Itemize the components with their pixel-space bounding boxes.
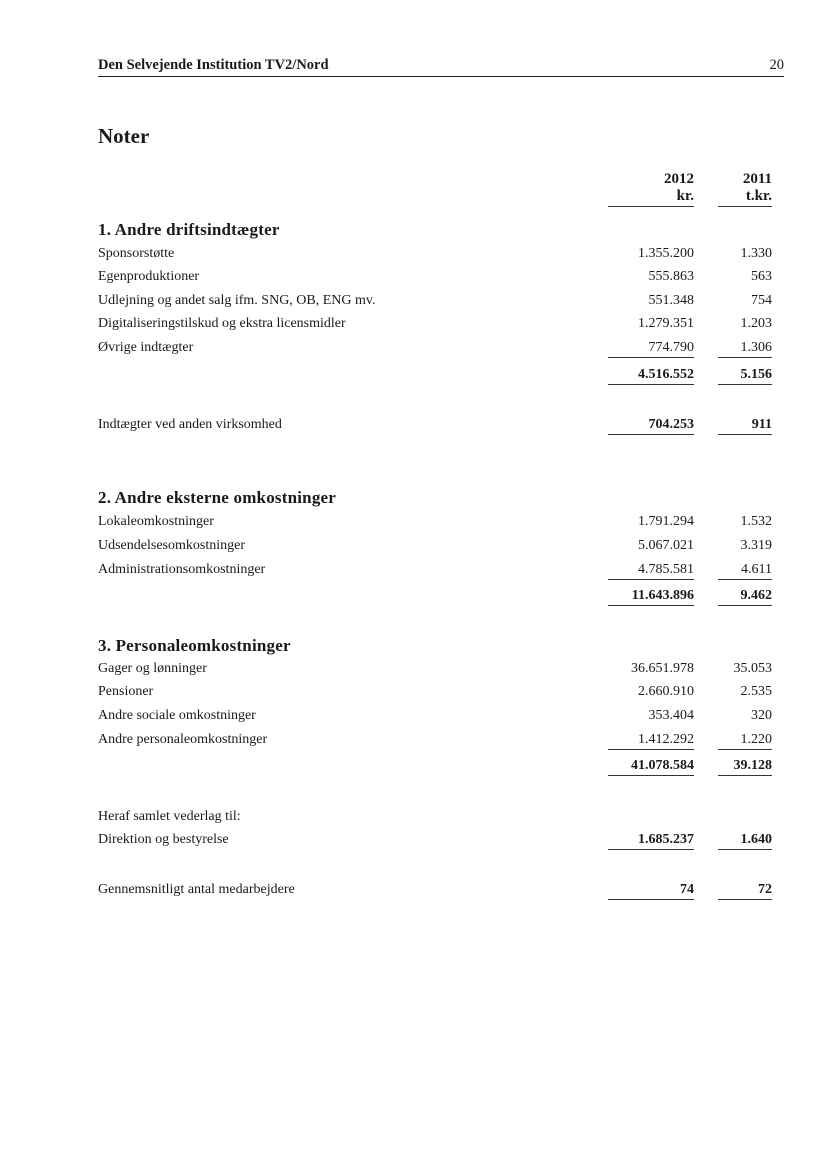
row-label: Indtægter ved anden virksomhed bbox=[98, 417, 282, 432]
value-2011: 3.319 bbox=[740, 538, 772, 553]
value-2012: 1.791.294 bbox=[638, 514, 694, 529]
row-label: Egenproduktioner bbox=[98, 269, 200, 284]
value-2012: 36.651.978 bbox=[631, 661, 694, 676]
value-2012: 353.404 bbox=[648, 708, 694, 723]
table-row bbox=[98, 536, 772, 556]
table-row bbox=[98, 659, 772, 679]
row-label: Lokaleomkostninger bbox=[98, 514, 214, 529]
table-row bbox=[98, 730, 772, 750]
total-2011: 39.128 bbox=[718, 756, 772, 776]
page-number: 20 bbox=[769, 57, 784, 73]
value-2012: 1.412.292 bbox=[608, 730, 694, 750]
value-2011: 754 bbox=[751, 293, 772, 308]
row-label: Gager og lønninger bbox=[98, 661, 207, 676]
value-2011: 1.220 bbox=[718, 730, 772, 750]
row-label: Sponsorstøtte bbox=[98, 246, 175, 261]
value-2012: 4.785.581 bbox=[608, 560, 694, 580]
total-2012: 11.643.896 bbox=[608, 586, 694, 606]
total-2011: 9.462 bbox=[718, 586, 772, 606]
value-2011: 1.330 bbox=[740, 246, 772, 261]
row-label: Pensioner bbox=[98, 684, 154, 699]
table-row bbox=[98, 244, 772, 264]
total-2012: 4.516.552 bbox=[608, 365, 694, 385]
heraf-label-row bbox=[98, 807, 772, 827]
value-2012: 74 bbox=[608, 880, 694, 900]
value-2011: 35.053 bbox=[733, 661, 772, 676]
section-title-other-external-costs: 2. Andre eksterne omkostninger bbox=[98, 488, 337, 507]
value-2012: 704.253 bbox=[608, 415, 694, 435]
value-2012: 1.685.237 bbox=[608, 830, 694, 850]
row-label: Direktion og bestyrelse bbox=[98, 832, 229, 847]
total-row bbox=[98, 756, 772, 776]
column-unit-2011: t.kr. bbox=[718, 188, 772, 207]
total-2011: 5.156 bbox=[718, 365, 772, 385]
row-label: Udlejning og andet salg ifm. SNG, OB, ENG mv. bbox=[98, 293, 376, 308]
column-year-2012: 2012 bbox=[664, 171, 694, 187]
table-row bbox=[98, 291, 772, 311]
table-row-board-remuneration bbox=[98, 830, 772, 850]
table-row bbox=[98, 314, 772, 334]
value-2011: 911 bbox=[718, 415, 772, 435]
column-year-2011: 2011 bbox=[742, 171, 772, 187]
table-row bbox=[98, 512, 772, 532]
row-label: Administrationsomkostninger bbox=[98, 562, 266, 577]
total-row bbox=[98, 586, 772, 606]
value-2011: 320 bbox=[751, 708, 772, 723]
organization-name: Den Selvejende Institution TV2/Nord bbox=[98, 57, 329, 73]
total-row bbox=[98, 365, 772, 385]
column-header-2011 bbox=[718, 171, 772, 207]
page-header bbox=[98, 57, 784, 77]
value-2012: 1.355.200 bbox=[638, 246, 694, 261]
row-label: Øvrige indtægter bbox=[98, 340, 194, 355]
table-row bbox=[98, 267, 772, 287]
section-title-staff-costs: 3. Personaleomkostninger bbox=[98, 636, 291, 655]
table-row bbox=[98, 560, 772, 580]
row-label: Andre personaleomkostninger bbox=[98, 732, 268, 747]
table-row-other-activity-income bbox=[98, 415, 772, 435]
value-2012: 774.790 bbox=[608, 338, 694, 358]
value-2011: 2.535 bbox=[740, 684, 772, 699]
page-title: Noter bbox=[98, 124, 150, 148]
table-row bbox=[98, 706, 772, 726]
value-2011: 1.203 bbox=[740, 316, 772, 331]
row-label: Gennemsnitligt antal medarbejdere bbox=[98, 882, 295, 897]
value-2012: 551.348 bbox=[648, 293, 694, 308]
value-2011: 1.640 bbox=[718, 830, 772, 850]
column-unit-2012: kr. bbox=[608, 188, 694, 207]
row-label: Udsendelsesomkostninger bbox=[98, 538, 245, 553]
value-2011: 1.306 bbox=[718, 338, 772, 358]
table-row bbox=[98, 338, 772, 358]
value-2012: 2.660.910 bbox=[638, 684, 694, 699]
row-label: Andre sociale omkostninger bbox=[98, 708, 256, 723]
heraf-label: Heraf samlet vederlag til: bbox=[98, 809, 241, 824]
row-label: Digitaliseringstilskud og ekstra licensmidler bbox=[98, 316, 346, 331]
value-2012: 5.067.021 bbox=[638, 538, 694, 553]
section-title-other-operating-income: 1. Andre driftsindtægter bbox=[98, 220, 280, 239]
value-2012: 1.279.351 bbox=[638, 316, 694, 331]
value-2011: 4.611 bbox=[718, 560, 772, 580]
column-header-2012 bbox=[608, 171, 694, 207]
value-2011: 1.532 bbox=[740, 514, 772, 529]
total-2012: 41.078.584 bbox=[608, 756, 694, 776]
table-row-average-employees bbox=[98, 880, 772, 900]
value-2012: 555.863 bbox=[648, 269, 694, 284]
table-row bbox=[98, 682, 772, 702]
value-2011: 563 bbox=[751, 269, 772, 284]
value-2011: 72 bbox=[718, 880, 772, 900]
